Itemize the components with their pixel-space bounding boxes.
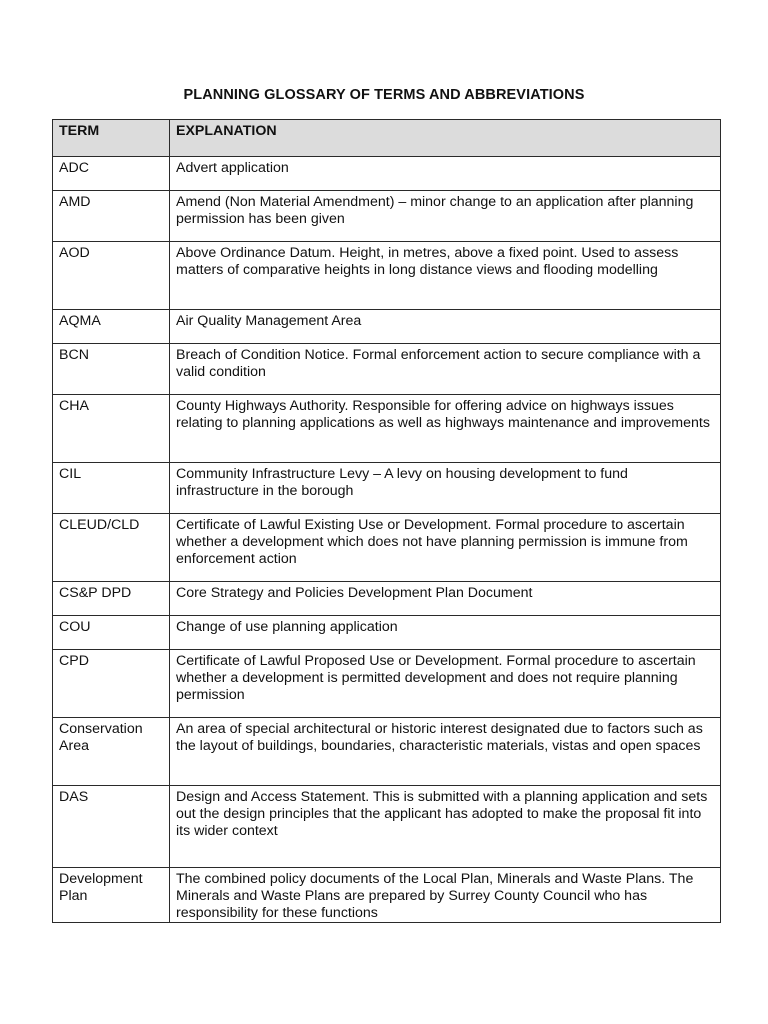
term-cell: DAS	[53, 786, 170, 868]
term-cell: CPD	[53, 650, 170, 718]
term-column-header: TERM	[53, 120, 170, 157]
term-cell: CHA	[53, 395, 170, 463]
table-header-row	[53, 120, 721, 157]
term-cell: AMD	[53, 191, 170, 242]
explanation-cell: Air Quality Management Area	[170, 310, 721, 344]
explanation-cell: The combined policy documents of the Local Plan, Minerals and Waste Plans. The Minerals and Waste Plans are prepared by Surrey County Council who has responsibility for these functions	[170, 868, 721, 923]
table-row	[53, 650, 721, 718]
term-cell: Conservation Area	[53, 718, 170, 786]
term-cell: COU	[53, 616, 170, 650]
table-row	[53, 344, 721, 395]
explanation-cell: Breach of Condition Notice. Formal enforcement action to secure compliance with a valid condition	[170, 344, 721, 395]
term-cell: CS&P DPD	[53, 582, 170, 616]
term-cell: Development Plan	[53, 868, 170, 923]
explanation-cell: Core Strategy and Policies Development Plan Document	[170, 582, 721, 616]
term-cell: CLEUD/CLD	[53, 514, 170, 582]
table-row	[53, 191, 721, 242]
table-row	[53, 395, 721, 463]
term-cell: AOD	[53, 242, 170, 310]
table-row	[53, 616, 721, 650]
table-row	[53, 310, 721, 344]
explanation-cell: Above Ordinance Datum. Height, in metres, above a fixed point. Used to assess matters of comparative heights in long distance views and flooding modelling	[170, 242, 721, 310]
term-cell: CIL	[53, 463, 170, 514]
explanation-cell: Change of use planning application	[170, 616, 721, 650]
explanation-cell: An area of special architectural or historic interest designated due to factors such as the layout of buildings, boundaries, characteristic materials, vistas and open spaces	[170, 718, 721, 786]
explanation-cell: Advert application	[170, 157, 721, 191]
table-row	[53, 718, 721, 786]
table-row	[53, 868, 721, 923]
explanation-cell: Certificate of Lawful Proposed Use or Development. Formal procedure to ascertain whether a development is permitted development and does not require planning permission	[170, 650, 721, 718]
table-row	[53, 463, 721, 514]
explanation-cell: Certificate of Lawful Existing Use or Development. Formal procedure to ascertain whether a development which does not have planning permission is immune from enforcement action	[170, 514, 721, 582]
explanation-cell: Community Infrastructure Levy – A levy on housing development to fund infrastructure in the borough	[170, 463, 721, 514]
explanation-cell: County Highways Authority. Responsible for offering advice on highways issues relating to planning applications as well as highways maintenance and improvements	[170, 395, 721, 463]
table-row	[53, 582, 721, 616]
table-row	[53, 157, 721, 191]
term-cell: BCN	[53, 344, 170, 395]
term-cell: AQMA	[53, 310, 170, 344]
explanation-cell: Design and Access Statement. This is submitted with a planning application and sets out the design principles that the applicant has adopted to make the proposal fit into its wider context	[170, 786, 721, 868]
explanation-column-header: EXPLANATION	[170, 120, 721, 157]
page-title: PLANNING GLOSSARY OF TERMS AND ABBREVIATIONS	[183, 87, 585, 103]
table-row	[53, 242, 721, 310]
table-row	[53, 514, 721, 582]
explanation-cell: Amend (Non Material Amendment) – minor change to an application after planning permission has been given	[170, 191, 721, 242]
table-row	[53, 786, 721, 868]
glossary-table	[52, 119, 721, 923]
term-cell: ADC	[53, 157, 170, 191]
